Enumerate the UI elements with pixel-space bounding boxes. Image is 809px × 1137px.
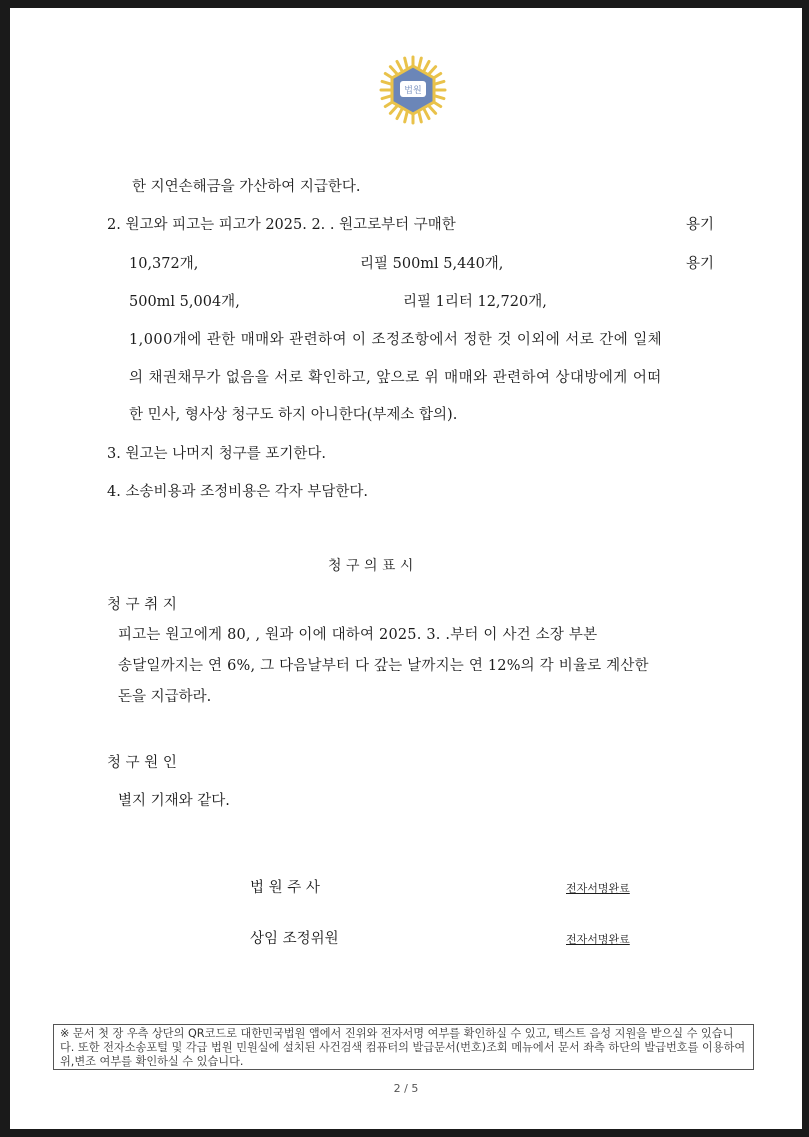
claim-purpose-line: 돈을 지급하라. [118,689,212,705]
page-number: 2 / 5 [393,1082,419,1095]
claim-cause-heading: 청 구 원 인 [107,755,177,771]
text-line: 한 지연손해금을 가산하여 지급한다. [132,179,361,195]
item-2-line-2c: 용기 [686,256,715,272]
item-2-line-1-end: 용기 [686,217,715,233]
item-2-line-1: 2. 원고와 피고는 피고가 2025. 2. . 원고로부터 구매한 [107,217,456,233]
item-3: 3. 원고는 나머지 청구를 포기한다. [107,446,326,462]
verification-notice: ※ 문서 첫 장 우측 상단의 QR코드로 대한민국법원 앱에서 진위와 전자서명 여부를 확인하실 수 있고, 텍스트 음성 지원을 받으실 수 있습니다. 또한 전자소송포털 및 각급 법원 민원실에 설치된 사건검색 컴퓨터의 발급문서(번호)조회 메뉴에서 문서 좌측 하단의 발급번호를 이용하여 위,변조 여부를 확인하실 수 있습니다. [53,1024,754,1070]
signer-title: 법 원 주 사 [250,880,320,896]
claim-cause-text: 별지 기재와 같다. [118,793,230,809]
document-page [10,8,802,1129]
item-4: 4. 소송비용과 조정비용은 각자 부담한다. [107,484,368,500]
claim-purpose-line: 송달일까지는 연 6%, 그 다음날부터 다 갚는 날까지는 연 12%의 각 비율로 계산한 [118,658,649,674]
signature-status: 전자서명완료 [566,933,630,946]
item-2-line-2a: 10,372개, [129,256,199,272]
item-2-line-3a: 500ml 5,004개, [129,294,240,310]
item-2-line-6: 한 민사, 형사상 청구도 하지 아니한다(부제소 합의). [129,407,458,423]
seal-label: 법원 [404,86,422,96]
court-seal-icon [378,54,448,132]
claim-purpose-heading: 청 구 취 지 [107,597,177,613]
item-2-line-4: 1,000개에 관한 매매와 관련하여 이 조정조항에서 정한 것 이외에 서로 간에 일체 [129,332,663,348]
item-2-line-5: 의 채권채무가 없음을 서로 확인하고, 앞으로 위 매매와 관련하여 상대방에게 어떠 [129,370,662,386]
item-2-line-3b: 리필 1리터 12,720개, [403,294,547,310]
claims-title: 청 구 의 표 시 [328,558,414,574]
claim-purpose-line: 피고는 원고에게 80, , 원과 이에 대하여 2025. 3. .부터 이 사건 소장 부본 [118,627,598,643]
signer-title: 상임 조정위원 [250,931,339,947]
signature-status: 전자서명완료 [566,882,630,895]
item-2-line-2b: 리필 500ml 5,440개, [360,256,504,272]
